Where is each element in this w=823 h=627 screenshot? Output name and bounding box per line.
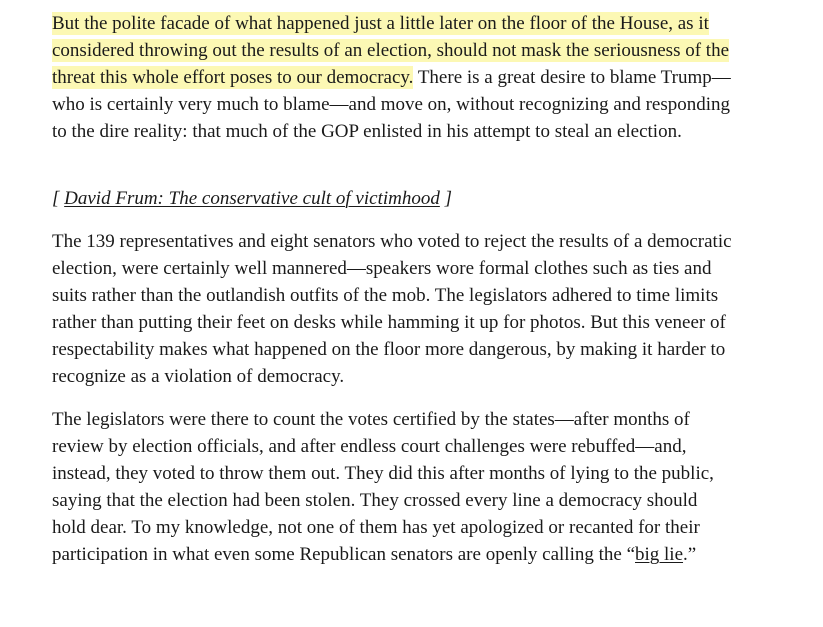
- paragraph-1-rest: There is a great desire to blame Trump—who is certainly very much to blame—and move on, without recognizing and responding to the dire reality: that much of the GOP enlisted in his attempt to steal an election.: [52, 67, 731, 142]
- related-article-link[interactable]: David Frum: The conservative cult of victimhood: [64, 188, 440, 209]
- paragraph-1: [52, 10, 732, 145]
- highlighted-text: But the polite facade of what happened just a little later on the floor of the House, as it considered throwing out the results of an election, should not mask the seriousness of the threat this whole effort poses to our democracy.: [52, 13, 730, 88]
- big-lie-link[interactable]: big lie: [635, 544, 684, 565]
- paragraph-3-text: The legislators were there to count the votes certified by the states—after months of review by election officials, and after endless court challenges were rebuffed—and, instead, they voted to throw them out. They did this after months of lying to the public, saying that the election had been stolen. They crossed every line a democracy should hold dear. To my knowledge, not one of them has yet apologized or recanted for their participation in what even some Republican senators are openly calling the “: [52, 409, 714, 565]
- related-close-bracket: ]: [439, 188, 452, 209]
- article-body: [52, 10, 732, 568]
- related-open-bracket: [: [52, 188, 65, 209]
- paragraph-2: The 139 representatives and eight senators who voted to reject the results of a democratic election, were certainly well mannered—speakers wore formal clothes such as ties and suits rather than the outlandish outfits of the mob. The legislators adhered to time limits rather than putting their feet on desks while hamming it up for photos. But this veneer of respectability makes what happened on the floor more dangerous, by making it harder to recognize as a violation of democracy.: [52, 231, 732, 387]
- related-article: [52, 185, 732, 212]
- paragraph-3-tail: .”: [683, 544, 697, 565]
- paragraph-3: [52, 406, 732, 568]
